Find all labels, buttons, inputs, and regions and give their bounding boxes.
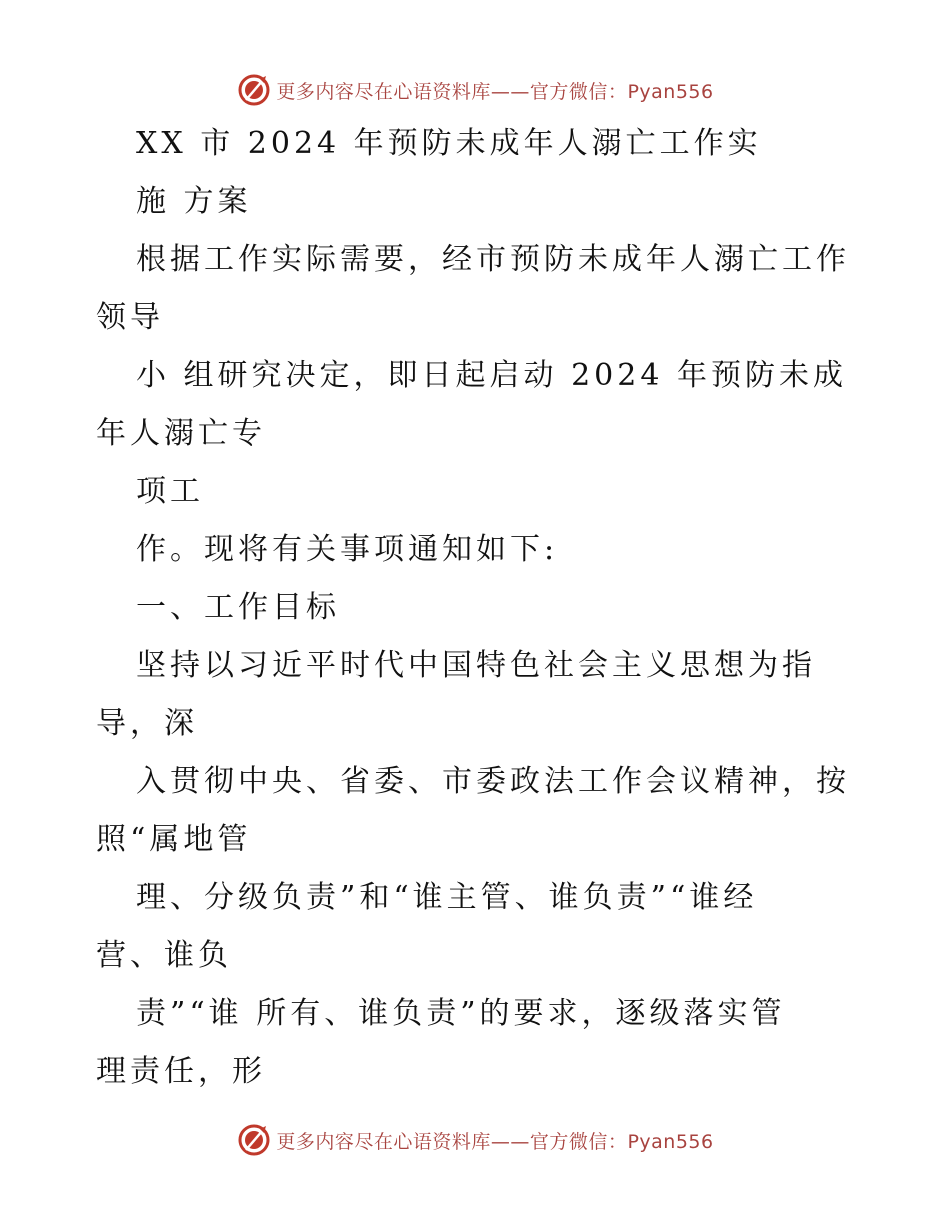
paragraph-line: 年人溺亡专 (96, 416, 266, 451)
section-heading: 一、工作目标 (136, 590, 340, 625)
quill-logo-icon (236, 1122, 272, 1158)
paragraph-line: 入贯彻中央、省委、市委政法工作会议精神，按 (136, 764, 850, 799)
paragraph-line: 根据工作实际需要，经市预防未成年人溺亡工作 (136, 242, 850, 277)
paragraph-line: 理、分级负责”和“谁主管、谁负责”“谁经 (136, 880, 758, 915)
document-body (96, 115, 856, 1101)
paragraph-line: 照“属地管 (96, 822, 252, 857)
paragraph-line: 项工 (136, 474, 204, 509)
paragraph-line: 坚持以习近平时代中国特色社会主义思想为指 (136, 648, 816, 683)
paragraph-line: 导，深 (96, 706, 198, 741)
paragraph-line: 理责任，形 (96, 1054, 266, 1089)
watermark-footer (0, 1120, 950, 1160)
paragraph-line: 营、谁负 (96, 938, 232, 973)
quill-logo-icon (236, 72, 272, 108)
doc-title-line-2: 施 方案 (136, 184, 252, 219)
watermark-text: 更多内容尽在心语资料库——官方微信：Pyan556 (276, 80, 714, 103)
paragraph-line: 责”“谁 所有、谁负责”的要求，逐级落实管 (136, 996, 786, 1031)
watermark-header (0, 70, 950, 110)
paragraph-line: 作。现将有关事项通知如下: (136, 532, 559, 567)
doc-title-line-1: XX 市 2024 年预防未成年人溺亡工作实 (136, 126, 762, 161)
paragraph-line: 小 组研究决定，即日起启动 2024 年预防未成 (136, 358, 847, 393)
watermark-text: 更多内容尽在心语资料库——官方微信：Pyan556 (276, 1130, 714, 1153)
paragraph-line: 领导 (96, 300, 164, 335)
